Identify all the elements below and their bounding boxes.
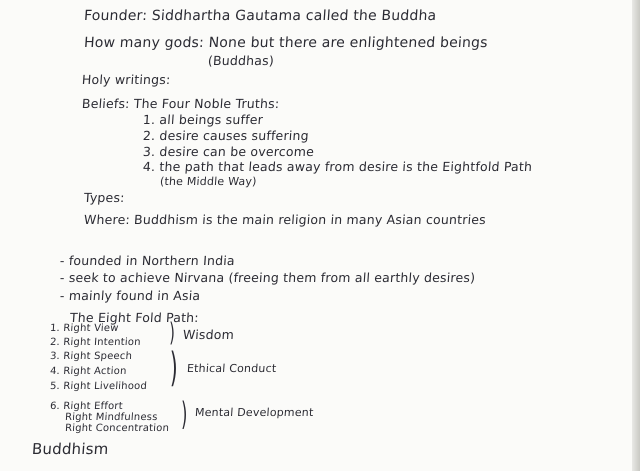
holy-writings-line: Holy writings: <box>81 72 172 87</box>
brace-wisdom: ) <box>169 318 175 348</box>
bullet-founded: - founded in Northern India <box>59 253 236 268</box>
group-ethical-conduct: Ethical Conduct <box>186 362 277 375</box>
bullet-nirvana: - seek to achieve Nirvana (freeing them from all earthly desires) <box>59 270 476 285</box>
eightfold-path-title: The Eight Fold Path: <box>69 310 200 325</box>
path-item-6b: Right Mindfulness <box>64 412 158 423</box>
where-line: Where: Buddhism is the main religion in many Asian countries <box>83 212 487 227</box>
bullet-asia: - mainly found in Asia <box>59 288 201 303</box>
types-line: Types: <box>83 190 126 205</box>
brace-ethical: ) <box>169 345 178 391</box>
founder-line: Founder: Siddhartha Gautama called the Buddha <box>83 8 437 24</box>
truth-4-continued: (the Middle Way) <box>159 175 258 188</box>
truth-3: 3. desire can be overcome <box>142 144 315 159</box>
path-item-2: 2. Right Intention <box>49 337 142 348</box>
path-item-1: 1. Right View <box>49 323 119 334</box>
path-item-5: 5. Right Livelihood <box>49 381 148 392</box>
truth-2: 2. desire causes suffering <box>142 128 310 143</box>
truth-4: 4. the path that leads away from desire is the Eightfold Path <box>142 159 533 174</box>
group-wisdom: Wisdom <box>182 327 235 342</box>
page-title-buddhism: Buddhism <box>31 440 110 458</box>
gods-line: How many gods: None but there are enlightened beings <box>83 35 489 51</box>
path-item-6c: Right Concentration <box>64 423 170 434</box>
path-item-3: 3. Right Speech <box>49 351 133 362</box>
gods-line-continued: (Buddhas) <box>207 53 275 68</box>
brace-mental: ) <box>181 395 188 433</box>
path-item-6: 6. Right Effort <box>49 401 124 412</box>
path-item-4: 4. Right Action <box>49 366 127 377</box>
beliefs-line: Beliefs: The Four Noble Truths: <box>81 96 280 111</box>
page-edge-shadow <box>632 0 640 471</box>
truth-1: 1. all beings suffer <box>142 112 264 127</box>
group-mental-development: Mental Development <box>194 406 314 419</box>
